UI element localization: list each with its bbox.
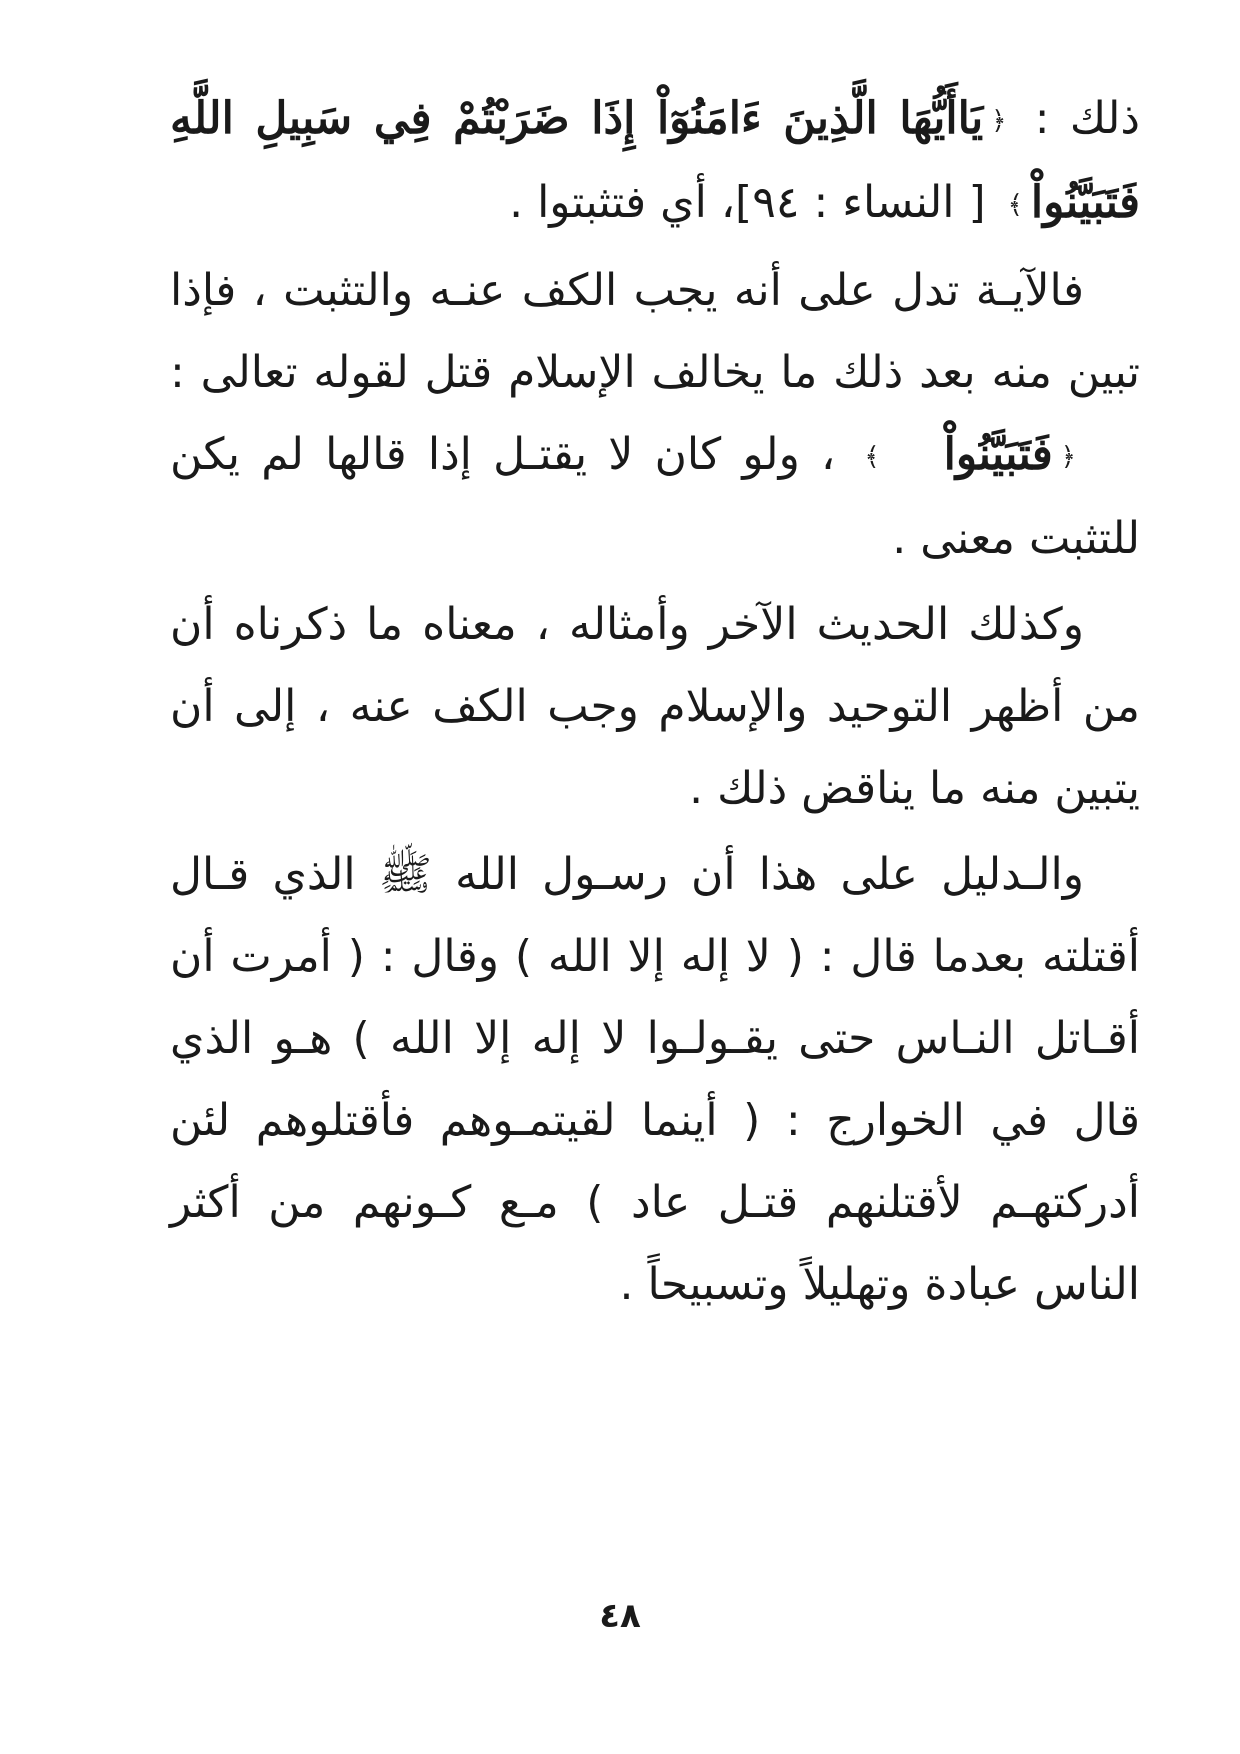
body-text <box>170 78 1140 1326</box>
paragraph <box>170 834 1140 1326</box>
quran-bracket-ornament: ﴾ <box>1007 190 1023 220</box>
paragraph-text: ، ولو كان لا يقتـل إذا قالها لم يكن للتثبت معنى . <box>170 429 1140 564</box>
quran-bracket-ornament: ﴾ <box>864 442 880 472</box>
paragraph-text: والـدليل على هذا أن رسـول الله ﷺ الذي قـال أقتلته بعدما قال : ( لا إله إلا الله ) وقال : ( أمرت أن أقـاتل النـاس حتى يقـولـوا لا إله إلا الله ) هـو الذي قال في الخوارج : ( أينما لقيتمـوهم فأقتلوهم لئن أدركتهـم لأقتلنهم قتـل عاد ) مـع كـونهم من أكثر الناس عبادة وتهليلاً وتسبيحاً . <box>170 849 1140 1310</box>
paragraph <box>170 250 1140 580</box>
quran-bracket-ornament: ﴿ <box>991 106 1007 136</box>
quran-verse: فَتَبَيَّنُواْ <box>943 429 1053 480</box>
paragraph-text: فالآيـة تدل على أنه يجب الكف عنـه والتثبت ، فإذا تبين منه بعد ذلك ما يخالف الإسلام قتل لقوله تعالى : <box>170 265 1140 398</box>
paragraph-text: [ النساء : ٩٤]، أي فتثبتوا . <box>509 177 1000 228</box>
quran-bracket-ornament: ﴿ <box>1060 442 1076 472</box>
page-number: ٤٨ <box>599 1596 641 1636</box>
paragraph-text: وكذلك الحديث الآخر وأمثاله ، معناه ما ذكرناه أن من أظهر التوحيد والإسلام وجب الكف عنه ، إلى أن يتبين منه ما يناقض ذلك . <box>170 599 1140 814</box>
paragraph-text: ذلك : <box>1014 93 1140 144</box>
paragraph <box>170 78 1140 246</box>
paragraph <box>170 584 1140 830</box>
quran-verse: يَاأَيُّهَا الَّذِينَ ءَامَنُوٓاْ إِذَا ضَرَبْتُمْ فِي سَبِيلِ اللَّهِ فَتَبَيَّنُواْ <box>170 93 1140 228</box>
